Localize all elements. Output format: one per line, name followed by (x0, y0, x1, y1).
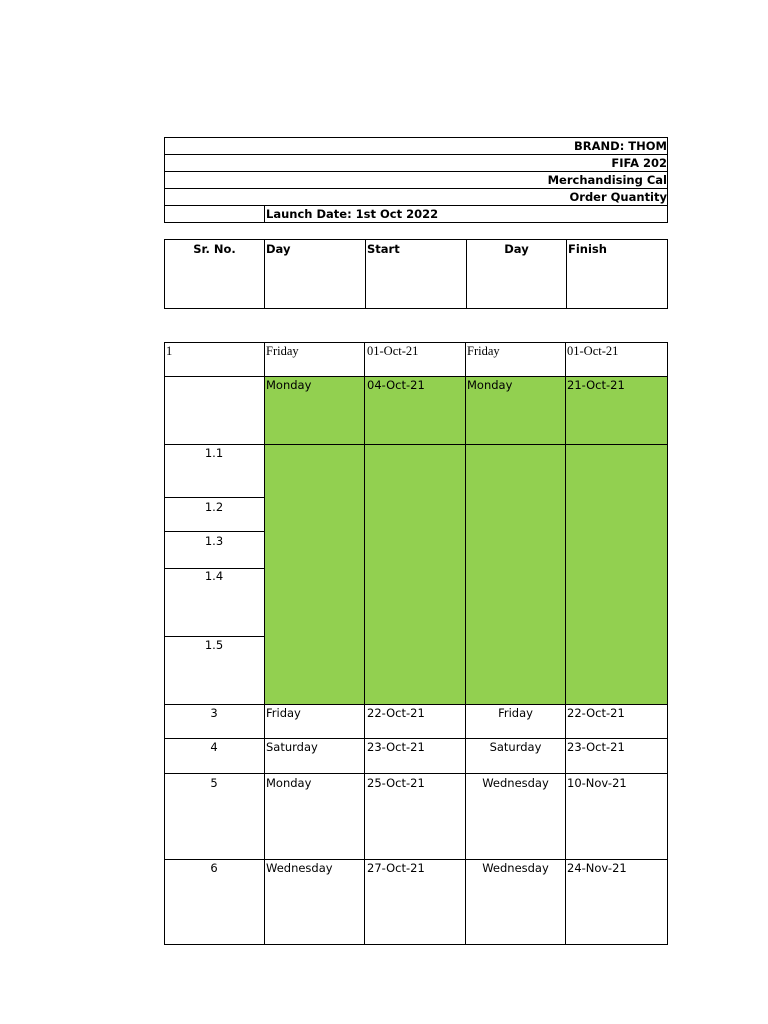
row-finish-day: Wednesday (482, 776, 549, 790)
row-sr-no: 1 (166, 344, 173, 358)
row-start-day: Wednesday (266, 861, 333, 875)
row-start-date: 27-Oct-21 (367, 861, 425, 875)
row-start-day: Friday (266, 344, 299, 358)
row-finish-date: 23-Oct-21 (567, 740, 625, 754)
row-sr-no: 5 (210, 776, 218, 790)
row-start-date: 22-Oct-21 (367, 706, 425, 720)
header-day-finish: Day (504, 242, 529, 256)
header-start: Start (367, 242, 400, 256)
sub-row-number: 1.3 (204, 534, 224, 548)
row-start-date: 01-Oct-21 (367, 344, 419, 358)
row-finish-day: Monday (467, 378, 513, 392)
row-finish-date: 22-Oct-21 (567, 706, 625, 720)
row-start-date: 25-Oct-21 (367, 776, 425, 790)
row-finish-day: Wednesday (482, 861, 549, 875)
row-start-day: Monday (266, 378, 312, 392)
sub-row-number: 1.1 (204, 446, 224, 460)
row-finish-date: 01-Oct-21 (567, 344, 619, 358)
order-quantity-title: Order Quantity (569, 190, 667, 204)
order-row (164, 188, 668, 205)
row-start-date: 23-Oct-21 (367, 740, 425, 754)
column-header (164, 239, 668, 309)
row-start-day: Monday (266, 776, 312, 790)
row-finish-day: Friday (498, 706, 533, 720)
row-finish-day: Friday (467, 344, 500, 358)
row-finish-date: 21-Oct-21 (567, 378, 625, 392)
launch-date: Launch Date: 1st Oct 2022 (266, 207, 439, 221)
fifa-row (164, 154, 668, 171)
brand-row (164, 137, 668, 154)
sub-row-number: 1.4 (204, 569, 224, 583)
brand-title: BRAND: THOM (574, 139, 667, 153)
row-sr-no: 6 (210, 861, 218, 875)
row-finish-day: Saturday (489, 740, 542, 754)
row-start-day: Friday (266, 706, 301, 720)
launch-row (164, 205, 668, 223)
sub-row-number: 1.5 (204, 638, 224, 652)
highlight-area (264, 376, 668, 705)
merch-row (164, 171, 668, 188)
sub-row-number: 1.2 (204, 500, 224, 514)
header-finish: Finish (568, 242, 607, 256)
row-start-day: Saturday (266, 740, 318, 754)
schedule-table (164, 342, 668, 946)
header-day-start: Day (266, 242, 291, 256)
row-finish-date: 10-Nov-21 (567, 776, 627, 790)
row-sr-no: 4 (210, 740, 218, 754)
row-sr-no: 3 (210, 706, 218, 720)
calendar-title: Merchandising Cal (547, 173, 667, 187)
row-finish-date: 24-Nov-21 (567, 861, 627, 875)
row-start-date: 04-Oct-21 (367, 378, 425, 392)
header-sr-no: Sr. No. (193, 242, 236, 256)
event-title: FIFA 202 (611, 156, 667, 170)
